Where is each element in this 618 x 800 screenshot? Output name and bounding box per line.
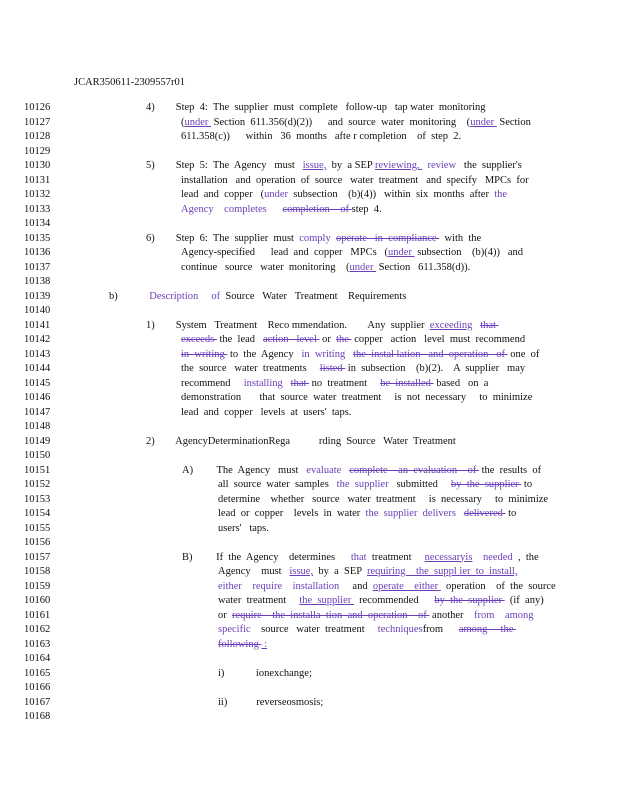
line-number: 10140: [24, 305, 51, 316]
document-line: [24, 348, 614, 363]
line-text: [218, 623, 516, 638]
line-number: 10166: [24, 682, 51, 693]
document-line: [24, 116, 614, 131]
text-segment: 611.358(c)) within 36 months afte r completion of step 2.: [181, 131, 462, 142]
document-line: [24, 290, 614, 305]
text-segment: Section 611.358(d)).: [376, 261, 471, 273]
line-number: 10129: [24, 145, 51, 157]
text-segment: in subsection (b)(2). A supplier may: [345, 363, 526, 374]
document-line: [24, 333, 614, 348]
document-line: [24, 362, 614, 377]
document-line: [24, 319, 614, 334]
text-segment: step 4.: [351, 203, 382, 215]
text-segment: 1) System Treatment Reco mmendation. Any supplier: [146, 319, 430, 331]
line-number: 10168: [24, 711, 51, 722]
deleted-text: in writing: [181, 348, 228, 360]
document-line: [24, 551, 614, 566]
line-text: [181, 377, 488, 392]
line-text: [182, 464, 541, 479]
document-line: [24, 493, 614, 508]
text-segment: lead or copper levels in water: [218, 508, 366, 519]
text-segment: users' taps.: [218, 522, 269, 534]
added-text: the: [494, 189, 508, 200]
text-segment: submitted: [388, 479, 451, 490]
document-line: [24, 145, 614, 160]
text-segment: Section: [496, 116, 531, 128]
deleted-text: exceeds: [181, 334, 217, 345]
line-text: [109, 290, 406, 305]
text-segment: by a SEP: [326, 160, 375, 171]
line-number: 10164: [24, 653, 51, 664]
text-segment: 2) AgencyDeterminationRega rding Source Water Treatment: [146, 435, 456, 447]
line-number: 10158: [24, 566, 51, 577]
document-line: [24, 130, 614, 145]
deleted-text: the instal lation and operation of: [353, 348, 508, 360]
line-text: [181, 333, 525, 348]
line-number: 10147: [24, 406, 51, 418]
document-line: [24, 609, 614, 624]
text-segment: i) ionexchange;: [218, 667, 312, 679]
text-segment: one of: [507, 348, 540, 360]
line-number: 10141: [24, 319, 51, 331]
line-text: [218, 507, 516, 522]
line-text: [181, 362, 525, 377]
text-segment: subsection (b)(4)) and: [414, 247, 524, 258]
document-line: [24, 565, 614, 580]
line-text: [218, 478, 532, 493]
line-text: [146, 101, 486, 116]
deleted-text: delivered: [463, 508, 506, 519]
text-segment: , the: [512, 551, 539, 563]
text-segment: based on a: [433, 377, 489, 389]
line-text: [181, 246, 523, 261]
deleted-text: action level: [262, 334, 320, 345]
document-line: [24, 217, 614, 232]
text-segment: [472, 552, 483, 563]
line-number: 10149: [24, 435, 51, 447]
text-segment: b): [109, 290, 150, 302]
line-text: [181, 188, 507, 203]
text-segment: 4) Step 4: The supplier must complete follow-up tap water monitoring: [146, 102, 486, 113]
line-text: [218, 594, 544, 609]
line-number: 10154: [24, 508, 51, 519]
line-text: [146, 232, 481, 247]
inserted-text: exceeding: [429, 319, 473, 331]
text-segment: water treatment: [218, 595, 300, 606]
document-line: [24, 435, 614, 450]
inserted-text: issue,: [302, 160, 327, 171]
deleted-text: that: [290, 377, 310, 389]
text-segment: the results of: [478, 464, 542, 476]
line-number: 10157: [24, 551, 51, 563]
line-text: [218, 580, 556, 595]
line-text: [181, 174, 529, 189]
line-number: 10162: [24, 624, 51, 635]
line-number: 10155: [24, 522, 51, 534]
line-number: 10139: [24, 290, 51, 302]
line-number: 10135: [24, 232, 51, 244]
document-line: [24, 304, 614, 319]
line-number: 10145: [24, 377, 51, 389]
line-number: 10127: [24, 116, 51, 128]
deleted-text: among the: [458, 624, 517, 635]
deleted-text: that: [480, 319, 499, 331]
line-text: [218, 696, 323, 711]
document-line: [24, 464, 614, 479]
line-number: 10148: [24, 421, 51, 432]
text-segment: Agency must: [218, 566, 290, 577]
inserted-text: the supplier: [299, 595, 354, 606]
text-segment: continue source water monitoring (: [181, 261, 350, 273]
line-number: 10137: [24, 261, 51, 273]
line-number: 10159: [24, 580, 51, 592]
document-line: [24, 159, 614, 174]
inserted-text: issue,: [289, 566, 314, 577]
line-number: 10126: [24, 102, 51, 113]
line-number: 10144: [24, 363, 51, 374]
deleted-text: be installed: [380, 377, 434, 389]
text-segment: [267, 204, 283, 215]
document-line: [24, 594, 614, 609]
deleted-text: by the supplier: [434, 595, 505, 606]
document-line: [24, 391, 614, 406]
deleted-text: require the installa tion and operation of: [232, 609, 430, 621]
text-segment: treatment: [366, 551, 425, 563]
added-text: Agency completes: [181, 203, 267, 215]
text-segment: the source water treatments: [181, 363, 320, 374]
line-number: 10153: [24, 493, 51, 505]
text-segment: (if any): [504, 595, 544, 606]
line-number: 10151: [24, 464, 51, 476]
document-line: [24, 232, 614, 247]
deleted-text: operate in compliance: [335, 232, 440, 244]
line-number: 10146: [24, 392, 51, 403]
document-line: [24, 478, 614, 493]
document-line: [24, 522, 614, 537]
line-text: [146, 435, 456, 450]
text-segment: [456, 508, 464, 519]
text-segment: demonstration that source water treatment is not necessary to minimize: [181, 392, 533, 403]
text-segment: or: [218, 609, 232, 621]
deleted-text: listed: [319, 363, 346, 374]
text-segment: to the Agency: [227, 348, 302, 360]
added-text: installing: [243, 377, 283, 389]
added-text: under: [264, 189, 289, 200]
line-text: [181, 203, 382, 218]
document-line: [24, 420, 614, 435]
deleted-text: following: [218, 638, 262, 650]
text-segment: all source water samples: [218, 479, 337, 490]
line-text: [181, 348, 539, 363]
inserted-text: :: [261, 638, 268, 650]
inserted-text: under: [388, 247, 415, 258]
line-text: [181, 130, 461, 145]
text-segment: (: [181, 116, 185, 128]
document-line: [24, 507, 614, 522]
inserted-text: under: [184, 116, 212, 128]
text-segment: to: [505, 508, 517, 519]
inserted-text: under: [349, 261, 377, 273]
text-segment: from: [422, 624, 459, 635]
inserted-text: requiring the suppl ier to install,: [366, 566, 518, 577]
text-segment: no treatment: [309, 377, 381, 389]
line-text: [218, 638, 267, 653]
text-segment: recommend: [181, 377, 244, 389]
document-line: [24, 203, 614, 218]
document-line: [24, 377, 614, 392]
document-line: [24, 261, 614, 276]
text-segment: subsection (b)(4)) within six months after: [288, 189, 495, 200]
text-segment: the supplier's: [456, 160, 522, 171]
line-text: [181, 261, 470, 276]
line-number: 10128: [24, 131, 51, 142]
line-number: 10131: [24, 174, 51, 186]
text-segment: recommended: [353, 595, 435, 606]
document-line: [24, 188, 614, 203]
text-segment: Section 611.356(d)(2)) and source water monitoring (: [211, 116, 471, 128]
line-number: 10136: [24, 247, 51, 258]
text-segment: by a SEP: [313, 566, 367, 577]
line-text: [181, 116, 531, 131]
added-text: the supplier delivers: [365, 508, 456, 519]
text-segment: copper action level must recommend: [351, 334, 526, 345]
line-number: 10150: [24, 450, 51, 461]
text-segment: 6) Step 6: The supplier must: [146, 232, 300, 244]
text-segment: [345, 349, 353, 360]
added-text: review: [427, 160, 457, 171]
line-number: 10132: [24, 189, 51, 200]
line-number: 10142: [24, 334, 51, 345]
text-segment: [283, 378, 291, 389]
added-text: specific: [218, 624, 251, 635]
document-line: [24, 681, 614, 696]
line-text: [218, 565, 517, 580]
added-text: evaluate: [306, 464, 342, 476]
text-segment: to: [521, 479, 533, 490]
document-line: [24, 101, 614, 116]
line-text: [146, 159, 522, 174]
document-line: [24, 652, 614, 667]
text-segment: installation and operation of source water treatment and specify MPCs for: [181, 174, 529, 186]
text-segment: Agency-specified lead and copper MPCs (: [181, 247, 389, 258]
text-segment: A) The Agency must: [182, 464, 307, 476]
text-segment: determine whether source water treatment is necessary to minimize: [218, 493, 549, 505]
text-segment: lead and copper (: [181, 189, 265, 200]
document-line: [24, 667, 614, 682]
line-text: [218, 522, 269, 537]
line-number: 10160: [24, 595, 51, 606]
line-text: [218, 667, 312, 682]
added-text: that: [350, 551, 367, 563]
text-segment: B) If the Agency determines: [182, 551, 351, 563]
line-number: 10133: [24, 203, 51, 215]
line-number: 10156: [24, 537, 51, 548]
document-line: [24, 580, 614, 595]
document-line: [24, 536, 614, 551]
added-text: in writing: [301, 348, 346, 360]
inserted-text: necessaryis: [424, 551, 473, 563]
text-segment: and: [339, 580, 373, 592]
text-segment: lead and copper levels at users' taps.: [181, 406, 352, 418]
added-text: needed: [482, 551, 513, 563]
line-number: 10163: [24, 638, 51, 650]
text-segment: Source Water Treatment Requirements: [220, 290, 407, 302]
deleted-text: by the supplier: [451, 479, 522, 490]
added-text: Description of: [149, 290, 221, 302]
inserted-text: operate either: [372, 580, 441, 592]
line-number: 10134: [24, 218, 51, 229]
line-number: 10161: [24, 609, 51, 621]
added-text: either require installation: [218, 580, 340, 592]
added-text: the supplier: [336, 479, 389, 490]
deleted-text: complete an evaluation of: [349, 464, 479, 476]
line-number: 10167: [24, 696, 51, 708]
inserted-text: reviewing,: [374, 160, 423, 171]
text-segment: with the: [439, 232, 482, 244]
document-id-header: JCAR350611-2309557r01: [74, 77, 186, 88]
document-line: [24, 638, 614, 653]
line-text: [218, 493, 548, 508]
document-line: [24, 246, 614, 261]
line-text: [146, 319, 499, 334]
document-line: [24, 623, 614, 638]
line-number: 10152: [24, 479, 51, 490]
line-text: [218, 609, 534, 624]
deleted-text: completion of: [282, 203, 352, 215]
document-line: [24, 406, 614, 421]
document-line: [24, 449, 614, 464]
inserted-text: under: [470, 116, 497, 128]
text-segment: 5) Step 5: The Agency must: [146, 160, 303, 171]
line-number: 10138: [24, 276, 51, 287]
text-segment: source water treatment: [250, 624, 378, 635]
line-text: [182, 551, 539, 566]
line-text: [181, 406, 351, 421]
added-text: techniques: [377, 624, 423, 635]
deleted-text: the: [336, 334, 352, 345]
text-segment: operation of the source: [440, 580, 556, 592]
line-number: 10130: [24, 160, 51, 171]
document-line: [24, 696, 614, 711]
added-text: from among: [474, 609, 534, 621]
text-segment: ii) reverseosmosis;: [218, 696, 324, 708]
line-number: 10143: [24, 348, 51, 360]
text-segment: or: [319, 334, 337, 345]
line-text: [181, 391, 532, 406]
added-text: comply: [299, 232, 331, 244]
line-number: 10165: [24, 667, 51, 679]
text-segment: the lead: [216, 334, 263, 345]
document-line: [24, 710, 614, 725]
document-line: [24, 174, 614, 189]
text-segment: another: [429, 609, 475, 621]
document-line: [24, 275, 614, 290]
